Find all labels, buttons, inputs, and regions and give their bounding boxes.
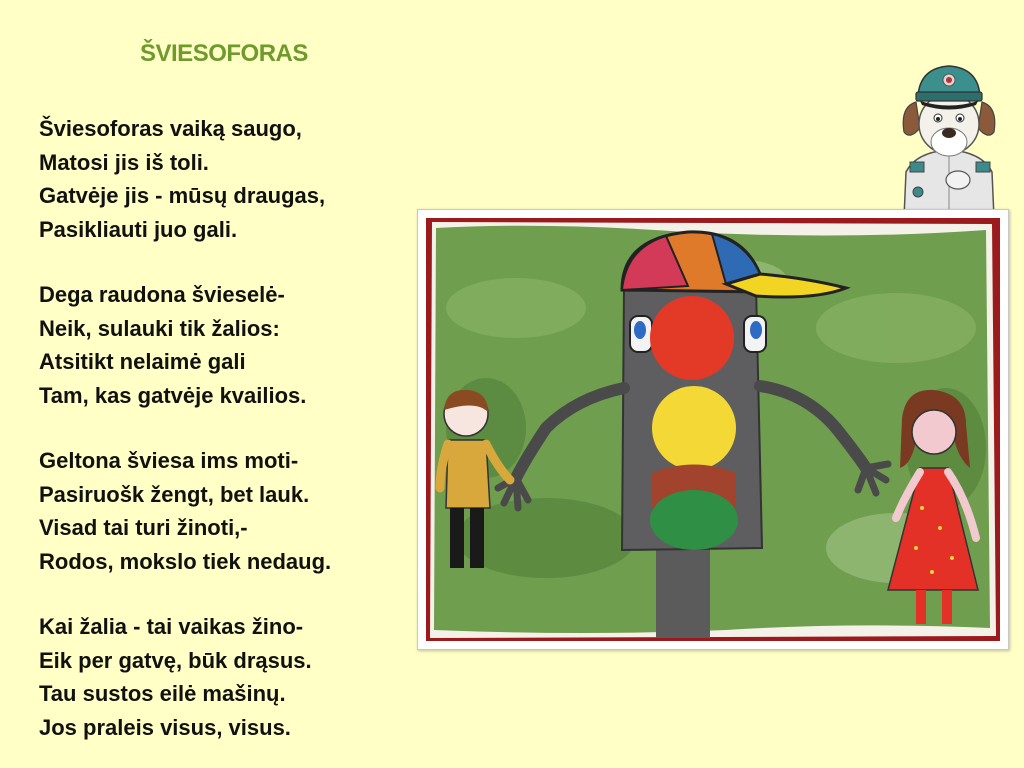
poem-line: Matosi jis iš toli.	[39, 149, 209, 175]
police-dog-mascot	[896, 62, 1002, 218]
poem-line: Kai žalia - tai vaikas žino-	[39, 614, 304, 639]
poem-line: Pasiruošk žengt, bet lauk.	[39, 481, 310, 507]
poem-body	[39, 112, 429, 768]
drawing-photo	[417, 209, 1009, 650]
police-dog-illustration	[896, 62, 1002, 218]
poem-line: Gatvėje jis - mūsų draugas,	[39, 183, 326, 208]
traffic-light-drawing	[426, 218, 1000, 641]
poem-line: Geltona šviesa ims moti-	[39, 448, 299, 473]
poem-line: Jos praleis visus, visus.	[39, 714, 291, 740]
poem-line: Pasikliauti juo gali.	[39, 216, 238, 242]
stanza-4	[39, 610, 429, 744]
poem-line: Rodos, mokslo tiek nedaug.	[39, 548, 332, 574]
poem-line: Neik, sulauki tik žalios:	[39, 315, 280, 341]
poem-title: ŠVIESOFORAS	[140, 40, 308, 67]
poem-line: Visad tai turi žinoti,-	[39, 515, 248, 540]
poem-line: Dega raudona švieselė-	[39, 282, 285, 307]
poem-line: Eik per gatvę, būk drąsus.	[39, 647, 312, 673]
stanza-2	[39, 278, 429, 412]
poem-line: Tam, kas gatvėje kvailios.	[39, 382, 307, 408]
stanza-1	[39, 112, 429, 246]
stanza-3	[39, 444, 429, 578]
poem-line: Šviesoforas vaiką saugo,	[39, 116, 302, 141]
poem-line: Tau sustos eilė mašinų.	[39, 681, 286, 706]
poem-line: Atsitikt nelaimė gali	[39, 349, 246, 374]
